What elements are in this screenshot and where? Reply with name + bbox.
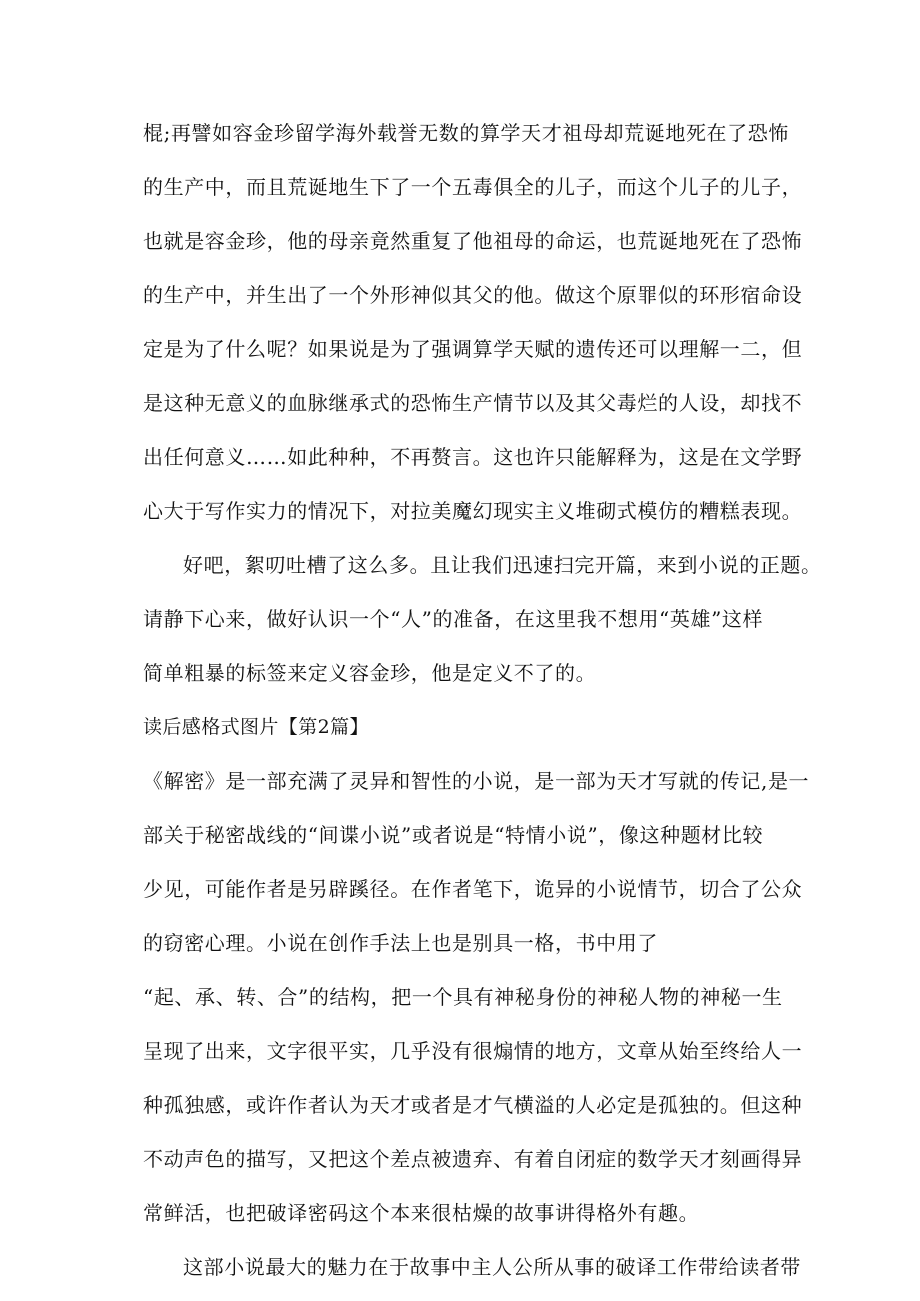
paragraph-line: “起、承、转、合”的结构，把一个具有神秘身份的神秘人物的神秘一生	[143, 985, 783, 1009]
paragraph-line: 呈现了出来，文字很平实，几乎没有很煽情的地方，文章从始至终给人一	[143, 1039, 803, 1063]
paragraph-line: 的窃密心理。小说在创作手法上也是别具一格，书中用了	[143, 931, 658, 955]
paragraph-line: 心大于写作实力的情况下，对拉美魔幻现实主义堆砌式模仿的糟糕表现。	[143, 499, 803, 523]
section-heading: 读后感格式图片【第2篇】	[143, 716, 369, 738]
paragraph-line: 部关于秘密战线的“间谍小说”或者说是“特情小说”，像这种题材比较	[143, 823, 764, 847]
paragraph-line: 出任何意义……如此种种，不再赘言。这也许只能解释为，这是在文学野	[143, 445, 803, 469]
paragraph-line: 的生产中，并生出了一个外形神似其父的他。做这个原罪似的环形宿命设	[143, 283, 803, 307]
paragraph-line: 定是为了什么呢？如果说是为了强调算学天赋的遗传还可以理解一二，但	[143, 337, 803, 361]
paragraph-line: 这部小说最大的魅力在于故事中主人公所从事的破译工作带给读者带	[183, 1255, 801, 1279]
paragraph-line: 也就是容金珍，他的母亲竟然重复了他祖母的命运，也荒诞地死在了恐怖	[143, 229, 803, 253]
paragraph-line: 不动声色的描写，又把这个差点被遗弃、有着自闭症的数学天才刻画得异	[143, 1147, 803, 1171]
paragraph-line: 好吧，絮叨吐槽了这么多。且让我们迅速扫完开篇，来到小说的正题。	[183, 553, 822, 577]
paragraph-line: 种孤独感，或许作者认为天才或者是才气横溢的人必定是孤独的。但这种	[143, 1093, 803, 1117]
paragraph-line: 棍;再譬如容金珍留学海外载誉无数的算学天才祖母却荒诞地死在了恐怖	[143, 121, 789, 145]
paragraph-line: 常鲜活，也把破译密码这个本来很枯燥的故事讲得格外有趣。	[143, 1201, 700, 1225]
paragraph-line: 《解密》是一部充满了灵异和智性的小说，是一部为天才写就的传记,是一	[143, 769, 810, 793]
paragraph-line: 是这种无意义的血脉继承式的恐怖生产情节以及其父毒烂的人设，却找不	[143, 391, 803, 415]
paragraph-line: 简单粗暴的标签来定义容金珍，他是定义不了的。	[143, 661, 597, 685]
paragraph-line: 的生产中，而且荒诞地生下了一个五毒俱全的儿子，而这个儿子的儿子，	[143, 175, 803, 199]
paragraph-line: 少见，可能作者是另辟蹊径。在作者笔下，诡异的小说情节，切合了公众	[143, 877, 803, 901]
paragraph-line: 请静下心来，做好认识一个“人”的准备，在这里我不想用“英雄”这样	[143, 607, 764, 631]
